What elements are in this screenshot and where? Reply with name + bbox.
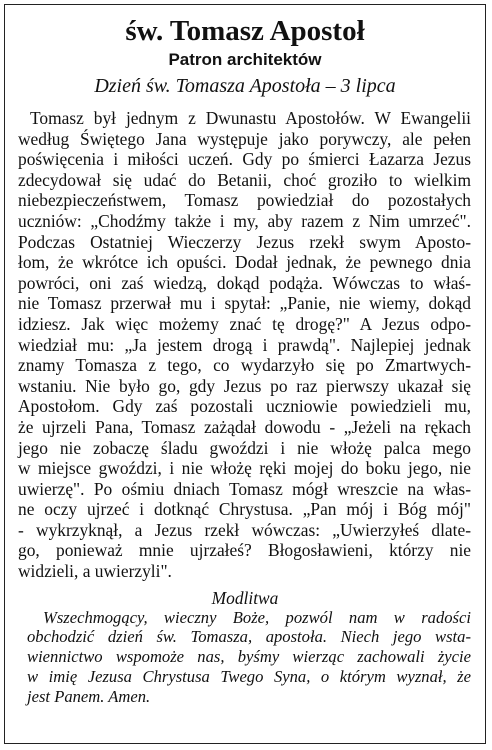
body-line: - wykrzyknął, a Jezus rzekł wówczas: „Uwierzyłeś dlate-: [18, 519, 471, 540]
patron-subtitle: Patron architektów: [168, 50, 322, 69]
body-line: wstaniu. Nie było go, gdy Jezus po raz pierwszy ukazał się: [18, 375, 471, 396]
body-line: niebezpieczeństwem, Tomasz powiedział do pozostałych: [18, 190, 471, 211]
prayer-text: [27, 608, 471, 707]
prayer-heading: Modlitwa: [211, 587, 279, 608]
body-line: jego nie zobaczę śladu gwoździ i nie włożę palca mego: [18, 437, 471, 458]
feast-day-line: Dzień św. Tomasza Apostoła – 3 lipca: [94, 75, 396, 97]
prayer-line: wiennictwo wspomoże nas, byśmy wierząc zachowali życie: [27, 647, 471, 667]
body-line: ne oczy ujrzeć i dotknąć Chrystusa. „Pan mój i Bóg mój": [18, 499, 471, 520]
body-line: nie Tomasz przerwał mu i spytał: „Panie, nie wiemy, dokąd: [18, 293, 471, 314]
prayer-line: obchodzić dzień św. Tomasza, apostoła. Niech jego wsta-: [27, 627, 471, 647]
body-line: poświęcenia i miłości uczeń. Gdy po śmierci Łazarza Jezus: [18, 149, 471, 170]
page-title: św. Tomasz Apostoł: [125, 15, 365, 47]
body-line: go, ponieważ mnie ujrzałeś? Błogosławieni, którzy nie: [18, 540, 471, 561]
body-line: uwierzę". Po ośmiu dniach Tomasz mógł wreszcie na włas-: [18, 478, 471, 499]
prayer-line: Wszechmogący, wieczny Boże, pozwól nam w radości: [43, 607, 471, 627]
body-line: Apostołom. Gdy zaś pozostali uczniowie powiedzieli mu,: [18, 396, 471, 417]
body-line: w miejsce gwoździ, i nie włożę ręki mojej do boku jego, nie: [18, 458, 471, 479]
body-line: Podczas Ostatniej Wieczerzy Jezus rzekł swym Aposto-: [18, 231, 471, 252]
body-line: zdecydował się udać do Betanii, choć groziło to wielkim: [18, 169, 471, 190]
body-line: że ujrzeli Pana, Tomasz zażądał dowodu - „Jeżeli na rękach: [18, 416, 471, 437]
body-line: widzieli, a uwierzyli".: [18, 561, 172, 582]
body-line: znamy Tomasza z tego, co wydarzyło się po Zmartwych-: [18, 355, 471, 376]
body-line: idziesz. Jak więc możemy znać tę drogę?" A Jezus odpo-: [18, 313, 471, 334]
body-line: powróci, oni zaś wiedzą, dokąd podąża. Wówczas to właś-: [18, 272, 471, 293]
body-line: Tomasz był jednym z Dwunastu Apostołów. W Ewangelii: [30, 108, 471, 128]
biography-text: [18, 108, 471, 582]
body-line: uczniów: „Chodźmy także i my, aby razem z Nim umrzeć".: [18, 210, 471, 231]
prayer-line: jest Panem. Amen.: [27, 686, 151, 706]
saint-card: [4, 4, 486, 744]
body-line: łom, że wkrótce ich opuści. Dodał jednak, że pewnego dnia: [18, 252, 471, 273]
body-line: według Świętego Jana występuje jako porywczy, ale pełen: [18, 128, 471, 149]
body-line: wiedział mu: „Ja jestem drogą i prawdą". Najlepiej jednak: [18, 334, 471, 355]
prayer-line: w imię Jezusa Chrystusa Twego Syna, o którym wyznał, że: [27, 667, 471, 687]
